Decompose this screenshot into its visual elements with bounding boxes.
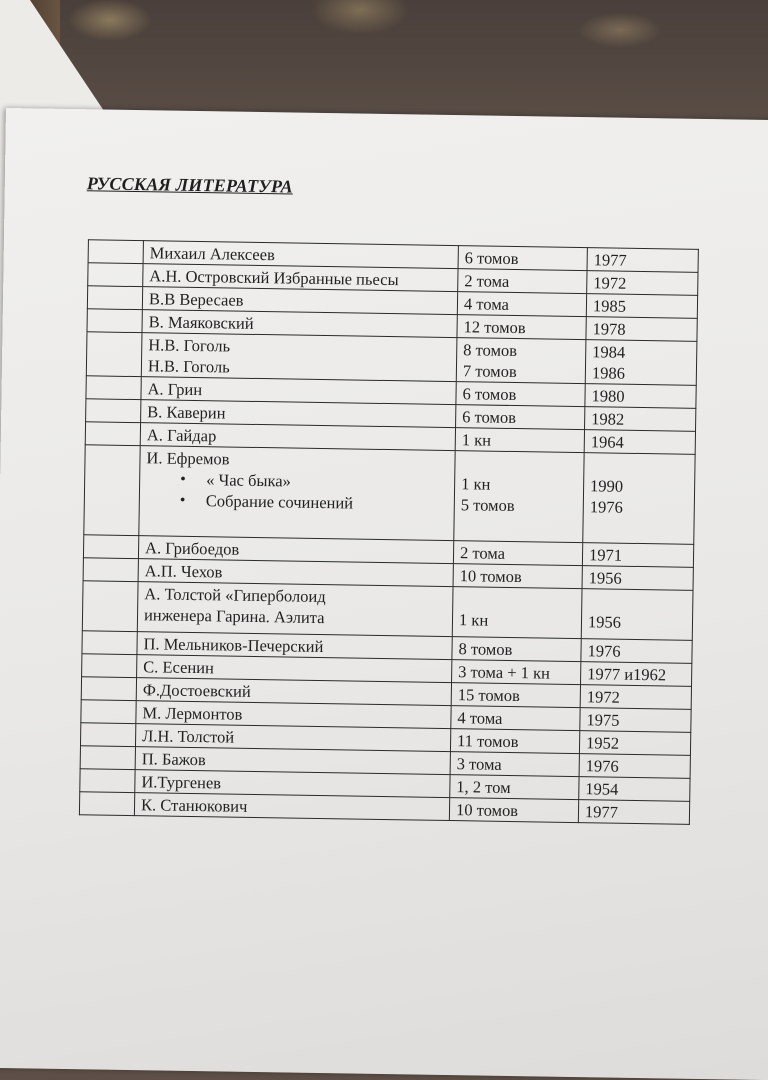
volumes-cell: 10 томов (449, 798, 578, 823)
row-number-cell (87, 286, 142, 310)
document-page (0, 108, 768, 1080)
volumes-cell: 6 томов (456, 382, 585, 407)
author-line: А. Толстой «Гиперболоид (144, 584, 326, 607)
volumes-cell: 12 томов (457, 315, 586, 340)
author-cell: А. Гайдар (140, 423, 455, 451)
row-number-cell (86, 376, 141, 400)
author-cell (141, 333, 457, 382)
row-number-cell (83, 535, 138, 559)
volumes-cell: 1 кн (455, 428, 584, 453)
author-cell: П. Мельников-Печерский (137, 632, 452, 660)
books-table (79, 239, 699, 825)
year-cell: 1975 (580, 708, 691, 733)
row-number-cell (82, 631, 137, 655)
author-cell: Михаил Алексеев (143, 241, 458, 269)
year-cell: 1976 (581, 639, 692, 664)
row-number-cell (81, 700, 136, 724)
volumes-line: 5 томов (460, 495, 515, 516)
year-cell: 1964 (584, 430, 695, 455)
year-cell: 1977 (587, 248, 698, 273)
row-number-cell (85, 422, 140, 446)
volumes-cell (454, 451, 584, 543)
year-cell: 1976 (579, 754, 690, 779)
author-cell: К. Станюкович (134, 793, 449, 821)
author-line: И. Ефремов (146, 448, 230, 469)
row-number-cell (80, 723, 135, 747)
volumes-cell (456, 338, 586, 384)
row-number-cell (88, 240, 143, 264)
year-cell: 1980 (585, 384, 696, 409)
volumes-cell: 3 тома + 1 кн (452, 660, 581, 685)
volumes-cell: 8 томов (452, 637, 581, 662)
table-row (84, 445, 695, 545)
row-number-cell (79, 792, 134, 816)
author-cell: М. Лермонтов (136, 701, 451, 729)
year-cell: 1972 (580, 685, 691, 710)
list-item: • Собрание сочинений (180, 490, 448, 515)
volumes-cell: 4 тома (457, 292, 586, 317)
works-list (146, 468, 449, 515)
row-number-cell (84, 445, 140, 536)
author-cell: Л.Н. Толстой (135, 724, 450, 752)
volumes-cell: 6 томов (458, 246, 587, 271)
row-number-cell (88, 263, 143, 287)
volumes-line: 1 кн (461, 474, 491, 494)
author-cell: В. Маяковский (142, 310, 457, 338)
author-cell: В.В Вересаев (142, 287, 457, 315)
author-cell: В. Каверин (141, 400, 456, 428)
list-item: • « Час быка» (180, 469, 448, 494)
year-line: 1986 (591, 363, 626, 383)
volumes-cell: 2 тома (453, 541, 582, 566)
row-number-cell (82, 581, 138, 632)
row-number-cell (86, 332, 142, 377)
volumes-cell: 15 томов (451, 683, 580, 708)
row-number-cell (80, 746, 135, 770)
volumes-cell: 10 томов (453, 564, 582, 589)
year-cell: 1956 (581, 589, 693, 641)
volumes-cell: 1 кн (452, 587, 582, 639)
author-cell: А. Грибоедов (138, 536, 453, 564)
volumes-cell: 3 тома (450, 752, 579, 777)
volumes-line: 7 томов (462, 361, 517, 382)
year-line: 1984 (592, 342, 626, 362)
year-cell: 1977 и1962 (581, 662, 692, 687)
author-cell: Ф.Достоевский (136, 678, 451, 706)
author-line: инженера Гарина. Аэлита (143, 605, 325, 628)
year-cell (583, 453, 695, 545)
year-cell: 1977 (578, 800, 689, 825)
year-cell: 1971 (582, 543, 693, 568)
row-number-cell (82, 654, 137, 678)
volumes-cell: 11 томов (450, 729, 579, 754)
year-cell: 1985 (586, 294, 697, 319)
document-title: РУССКАЯ ЛИТЕРАТУРА (86, 173, 293, 197)
author-cell: А.П. Чехов (138, 559, 453, 587)
year-cell: 1956 (582, 566, 693, 591)
author-cell: А. Грин (141, 377, 456, 405)
author-cell: А.Н. Островский Избранные пьесы (143, 264, 458, 292)
author-line: Н.В. Гоголь (147, 356, 230, 377)
row-number-cell (86, 399, 141, 423)
year-cell: 1954 (579, 777, 690, 802)
volumes-line: 8 томов (463, 340, 518, 361)
row-number-cell (80, 769, 135, 793)
author-cell: П. Бажов (135, 747, 450, 775)
year-line: 1976 (589, 497, 623, 517)
author-cell (139, 446, 455, 541)
volumes-cell: 4 тома (451, 706, 580, 731)
year-cell (585, 340, 697, 386)
row-number-cell (81, 677, 136, 701)
year-cell: 1978 (586, 317, 697, 342)
volumes-cell: 1, 2 том (450, 775, 579, 800)
author-line: Н.В. Гоголь (148, 335, 231, 356)
year-line: 1990 (589, 476, 624, 496)
row-number-cell (83, 558, 138, 582)
author-cell: С. Есенин (137, 655, 452, 683)
author-cell (137, 582, 453, 637)
row-number-cell (87, 309, 142, 333)
year-cell: 1982 (585, 407, 696, 432)
author-cell: И.Тургенев (135, 770, 450, 798)
year-cell: 1952 (579, 731, 690, 756)
volumes-cell: 2 тома (458, 269, 587, 294)
volumes-cell: 6 томов (456, 405, 585, 430)
year-cell: 1972 (587, 271, 698, 296)
